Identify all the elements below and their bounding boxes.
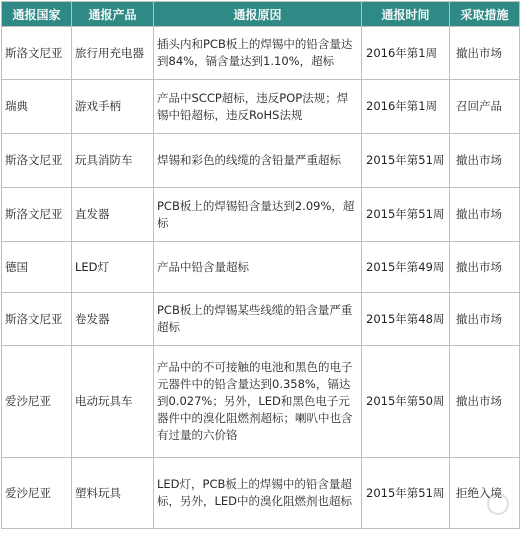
cell-reason: PCB板上的焊锡某些线缆的铅含量严重超标 <box>154 293 362 346</box>
cell-reason: PCB板上的焊锡铅含量达到2.09%，超标 <box>154 188 362 242</box>
cell-country: 斯洛文尼亚 <box>2 293 72 346</box>
cell-country: 斯洛文尼亚 <box>2 188 72 242</box>
table-row <box>2 134 520 188</box>
cell-reason: LED灯，PCB板上的焊锡中的铅含量超标，另外，LED中的溴化阻燃剂也超标 <box>154 458 362 529</box>
table-row <box>2 458 520 529</box>
table-row <box>2 27 520 80</box>
cell-reason: 焊锡和彩色的线缆的含铅量严重超标 <box>154 134 362 188</box>
cell-action: 撤出市场 <box>450 242 520 293</box>
cell-date: 2015年第51周 <box>362 458 450 529</box>
header-country: 通报国家 <box>2 2 72 27</box>
cell-date: 2015年第50周 <box>362 346 450 458</box>
cell-country: 德国 <box>2 242 72 293</box>
header-row <box>2 2 520 27</box>
cell-product: 电动玩具车 <box>72 346 154 458</box>
table-row <box>2 188 520 242</box>
cell-reason: 产品中铅含量超标 <box>154 242 362 293</box>
table-row <box>2 80 520 134</box>
header-date: 通报时间 <box>362 2 450 27</box>
cell-action: 撤出市场 <box>450 293 520 346</box>
cell-product: 旅行用充电器 <box>72 27 154 80</box>
cell-product: LED灯 <box>72 242 154 293</box>
cell-action: 撤出市场 <box>450 27 520 80</box>
cell-country: 瑞典 <box>2 80 72 134</box>
cell-product: 玩具消防车 <box>72 134 154 188</box>
header-product: 通报产品 <box>72 2 154 27</box>
cell-date: 2015年第48周 <box>362 293 450 346</box>
cell-reason: 产品中的不可接触的电池和黑色的电子元器件中的铅含量达到0.358%，镉达到0.027%；另外，LED和黑色电子元器件中的溴化阻燃剂超标；喇叭中也含有过量的六价铬 <box>154 346 362 458</box>
cell-country: 斯洛文尼亚 <box>2 134 72 188</box>
header-action: 采取措施 <box>450 2 520 27</box>
cell-reason: 插头内和PCB板上的焊锡中的铅含量达到84%，镉含量达到1.10%，超标 <box>154 27 362 80</box>
cell-country: 斯洛文尼亚 <box>2 27 72 80</box>
cell-country: 爱沙尼亚 <box>2 346 72 458</box>
table-row <box>2 293 520 346</box>
cell-action: 撤出市场 <box>450 188 520 242</box>
cell-product: 游戏手柄 <box>72 80 154 134</box>
cell-date: 2015年第51周 <box>362 134 450 188</box>
cell-country: 爱沙尼亚 <box>2 458 72 529</box>
notification-table <box>1 1 520 529</box>
cell-date: 2016年第1周 <box>362 27 450 80</box>
table-row <box>2 346 520 458</box>
cell-reason: 产品中SCCP超标，违反POP法规；焊锡中铅超标，违反RoHS法规 <box>154 80 362 134</box>
cell-product: 塑料玩具 <box>72 458 154 529</box>
cell-action: 撤出市场 <box>450 346 520 458</box>
cell-action: 召回产品 <box>450 80 520 134</box>
cell-action: 拒绝入境 <box>450 458 520 529</box>
cell-action: 撤出市场 <box>450 134 520 188</box>
cell-date: 2015年第49周 <box>362 242 450 293</box>
header-reason: 通报原因 <box>154 2 362 27</box>
table-row <box>2 242 520 293</box>
cell-product: 直发器 <box>72 188 154 242</box>
cell-date: 2015年第51周 <box>362 188 450 242</box>
cell-date: 2016年第1周 <box>362 80 450 134</box>
cell-product: 卷发器 <box>72 293 154 346</box>
notification-table-container <box>1 1 519 529</box>
